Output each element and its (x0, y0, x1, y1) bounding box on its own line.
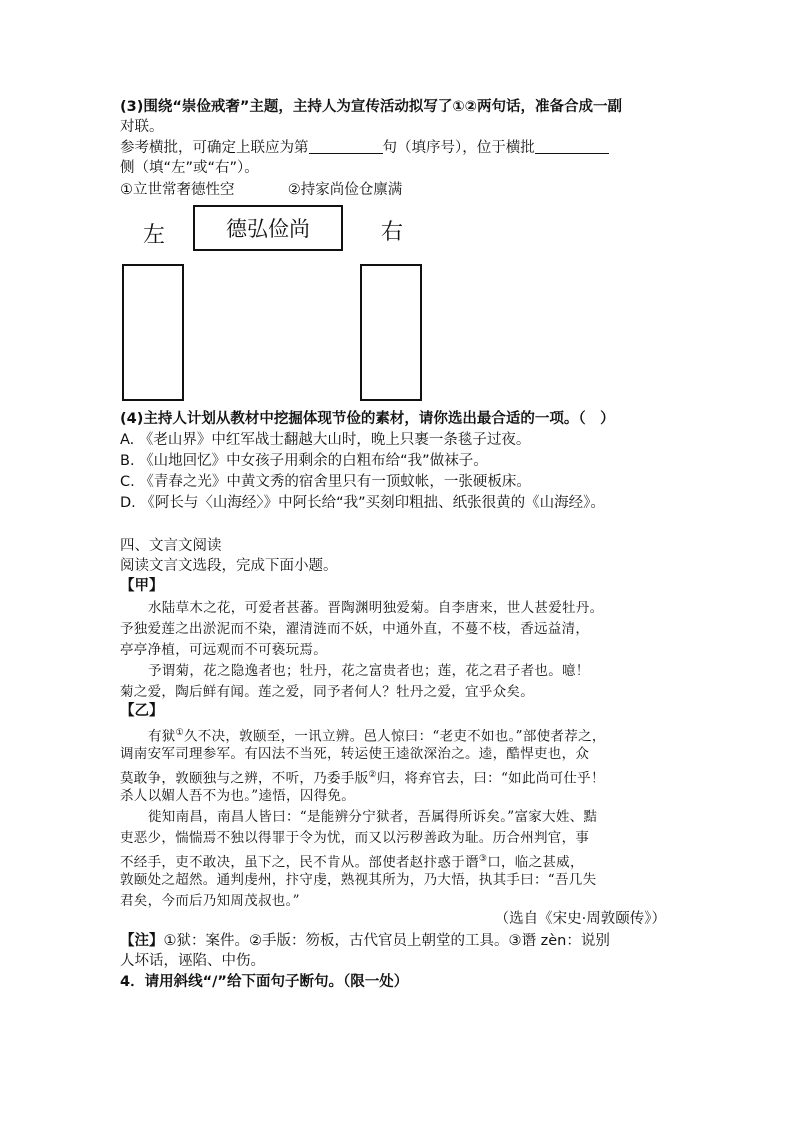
yi-label: 【乙】 (120, 703, 164, 719)
jia-line-1: 水陆草木之花，可爱者甚蕃。晋陶渊明独爱菊。自李唐来，世人甚爱牡丹。 (148, 600, 604, 616)
q3-line1 (120, 98, 622, 116)
answer-blank-1[interactable] (309, 139, 383, 154)
q3-line3-part1: 参考横批，可确定上联应为第 (120, 140, 309, 156)
q3-stem: (3)围绕“崇俭戒奢”主题，主持人为宣传活动拟写了①②两句话，准备合成一副 (120, 99, 622, 115)
note-line-1 (120, 932, 610, 950)
section-instruction: 阅读文言文选段，完成下面小题。 (120, 558, 338, 574)
jia-line-5: 菊之爱，陶后鲜有闻。莲之爱，同予者何人？牡丹之爱，宜乎众矣。 (120, 684, 534, 700)
q3-line4: 侧（填“左”或“右”）。 (120, 160, 259, 176)
q4-option-b: B. 《山地回忆》中女孩子用剩余的白粗布给“我”做袜子。 (120, 453, 488, 469)
footnote-mark-3: ③ (478, 854, 488, 864)
q3-option-1: ①立世常奢德性空 (120, 182, 235, 198)
yi-line-3: 莫敢争，敦颐独与之辨，不听，乃委手版②归，将弃官去，曰：“如此尚可仕乎！ (120, 770, 605, 787)
note-label: 【注】 (120, 933, 164, 949)
note-text-1: ①狱：案件。②手版：笏板，古代官员上朝堂的工具。③谮 zèn：说别 (163, 933, 610, 949)
right-label: 右 (381, 220, 404, 245)
q3-line3-part2: 句（填序号），位于横批 (382, 140, 535, 156)
yi-line-6: 吏恶少，惴惴焉不独以得罪于令为忧，而又以污秽善政为耻。历合州判官，事 (120, 830, 590, 846)
heng-pi-box (193, 205, 343, 251)
question-4: 4．请用斜线“/”给下面句子断句。（限一处） (120, 974, 409, 990)
jia-line-3: 亭亭净植，可远观而不可亵玩焉。 (120, 642, 327, 658)
q4-option-c: C. 《青春之光》中黄文秀的宿舍里只有一顶蚊帐，一张硬板床。 (120, 474, 531, 490)
q4-option-d: D. 《阿长与〈山海经〉》中阿长给“我”买刻印粗拙、纸张很黄的《山海经》。 (120, 495, 605, 511)
footnote-mark-1: ① (175, 728, 184, 738)
yi-line-5: 徙知南昌，南昌人皆曰：“是能辨分宁狱者，吾属得所诉矣。”富家大姓、黠 (148, 809, 598, 825)
left-couplet-box (122, 264, 184, 401)
q3-options (120, 181, 402, 199)
yi-line-1: 有狱①久不决，敦颐至，一讯立辨。邑人惊曰：“老吏不如也。”部使者荐之， (148, 728, 606, 745)
yi-line-7: 不经手，吏不敢决，虽下之，民不肯从。部使者赵抃惑于谮③口，临之甚威， (120, 854, 584, 871)
jia-line-4: 予谓菊，花之隐逸者也；牡丹，花之富贵者也；莲，花之君子者也。噫！ (148, 663, 590, 679)
jia-line-2: 予独爱莲之出淤泥而不染，濯清涟而不妖，中通外直，不蔓不枝，香远益清， (120, 621, 590, 637)
note-line-2: 人坏话，诬陷、中伤。 (120, 953, 265, 969)
q3-line2: 对联。 (120, 119, 164, 135)
yi-line-9: 君矣，今而后乃知周茂叔也。” (120, 893, 300, 909)
yi-line-4: 杀人以媚人吾不为也。”逵悟，囚得免。 (120, 788, 356, 804)
q4-stem: (4)主持人计划从教材中挖掘体现节俭的素材，请你选出最合适的一项。（ ） (120, 411, 615, 427)
q3-option-2: ②持家尚俭仓廪满 (287, 182, 403, 198)
left-label: 左 (143, 223, 166, 248)
yi-line-2: 调南安军司理参军。有囚法不当死，转运使王逵欲深治之。逵，酷悍吏也，众 (120, 746, 590, 762)
source-citation: （选自《宋史·周敦颐传》） (494, 911, 666, 927)
footnote-mark-2: ② (368, 770, 377, 780)
section-title: 四、文言文阅读 (120, 538, 222, 554)
yi-line-8: 敦颐处之超然。通判虔州，抃守虔，熟视其所为，乃大悟，执其手曰：“吾几失 (120, 872, 597, 888)
q4-option-a: A. 《老山界》中红军战士翻越大山时，晚上只裹一条毯子过夜。 (120, 432, 531, 448)
right-couplet-box (360, 264, 422, 401)
q3-line3 (120, 139, 609, 157)
jia-label: 【甲】 (120, 578, 164, 594)
heng-pi-text: 德弘俭尚 (226, 217, 310, 241)
answer-blank-2[interactable] (535, 139, 609, 154)
